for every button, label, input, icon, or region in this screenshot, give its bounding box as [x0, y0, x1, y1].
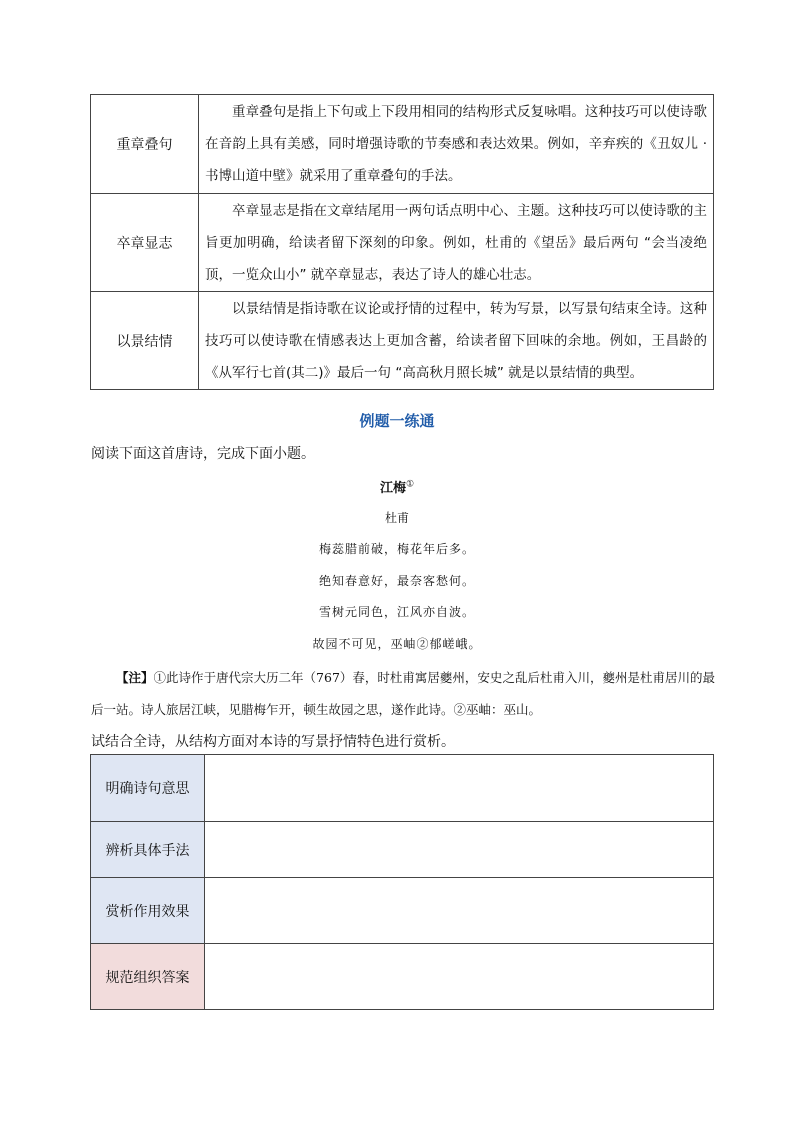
question-prompt: 试结合全诗，从结构方面对本诗的写景抒情特色进行赏析。	[91, 734, 455, 750]
poem-author: 杜甫	[384, 511, 409, 525]
poem-title-note-marker: ①	[405, 479, 415, 490]
answer-row	[91, 944, 714, 1010]
technique-description: 以景结情是指诗歌在议论或抒情的过程中，转为写景，以写景句结束全诗。这种技巧可以使诗歌在情感表达上更加含蓄，给读者留下回味的余地。例如，王昌龄的《从军行七首(其二)》最后一句 “高高秋月照长城” 就是以景结情的典型。	[199, 292, 714, 390]
technique-description: 重章叠句是指上下句或上下段用相同的结构形式反复咏唱。这种技巧可以使诗歌在音韵上具有美感，同时增强诗歌的节奏感和表达效果。例如，辛弃疾的《丑奴儿 · 书博山道中壁》就采用了重章叠句的手法。	[199, 95, 714, 194]
technique-row	[91, 292, 714, 390]
answer-row	[91, 755, 714, 822]
technique-name: 卒章显志	[91, 194, 199, 292]
answer-step-label: 赏析作用效果	[91, 878, 205, 944]
answer-field[interactable]	[205, 822, 714, 878]
technique-row	[91, 194, 714, 292]
answer-field[interactable]	[205, 878, 714, 944]
technique-description: 卒章显志是指在文章结尾用一两句话点明中心、主题。这种技巧可以使诗歌的主旨更加明确，给读者留下深刻的印象。例如，杜甫的《望岳》最后两句 “会当凌绝顶，一览众山小” 就卒章显志，表达了诗人的雄心壮志。	[199, 194, 714, 292]
answer-field[interactable]	[205, 755, 714, 822]
poem-title	[0, 477, 794, 496]
technique-name: 重章叠句	[91, 95, 199, 194]
poem-line: 绝知春意好，最奈客愁何。	[318, 574, 475, 588]
technique-row	[91, 95, 714, 194]
poem-line: 故园不可见，巫岫②郁嵯峨。	[312, 637, 482, 651]
techniques-table	[90, 94, 714, 390]
poem-note	[91, 662, 715, 726]
poem-line: 雪树元同色，江风亦自波。	[318, 605, 475, 619]
note-text: ①此诗作于唐代宗大历二年（767）春，时杜甫寓居夔州，安史之乱后杜甫入川，夔州是杜甫居川的最后一站。诗人旅居江峡，见腊梅乍开，顿生故园之思，遂作此诗。②巫岫：巫山。	[91, 670, 715, 717]
answer-table	[90, 754, 714, 1010]
answer-step-label: 明确诗句意思	[91, 755, 205, 822]
answer-row	[91, 822, 714, 878]
answer-field[interactable]	[205, 944, 714, 1010]
technique-name: 以景结情	[91, 292, 199, 390]
answer-step-label: 规范组织答案	[91, 944, 205, 1010]
poem-title-text: 江梅	[379, 481, 406, 496]
poem-line: 梅蕊腊前破，梅花年后多。	[318, 542, 475, 556]
exercise-intro: 阅读下面这首唐诗，完成下面小题。	[91, 446, 315, 462]
answer-row	[91, 878, 714, 944]
note-label: 【注】	[116, 670, 154, 685]
section-title: 例题一练通	[359, 412, 435, 430]
answer-step-label: 辨析具体手法	[91, 822, 205, 878]
